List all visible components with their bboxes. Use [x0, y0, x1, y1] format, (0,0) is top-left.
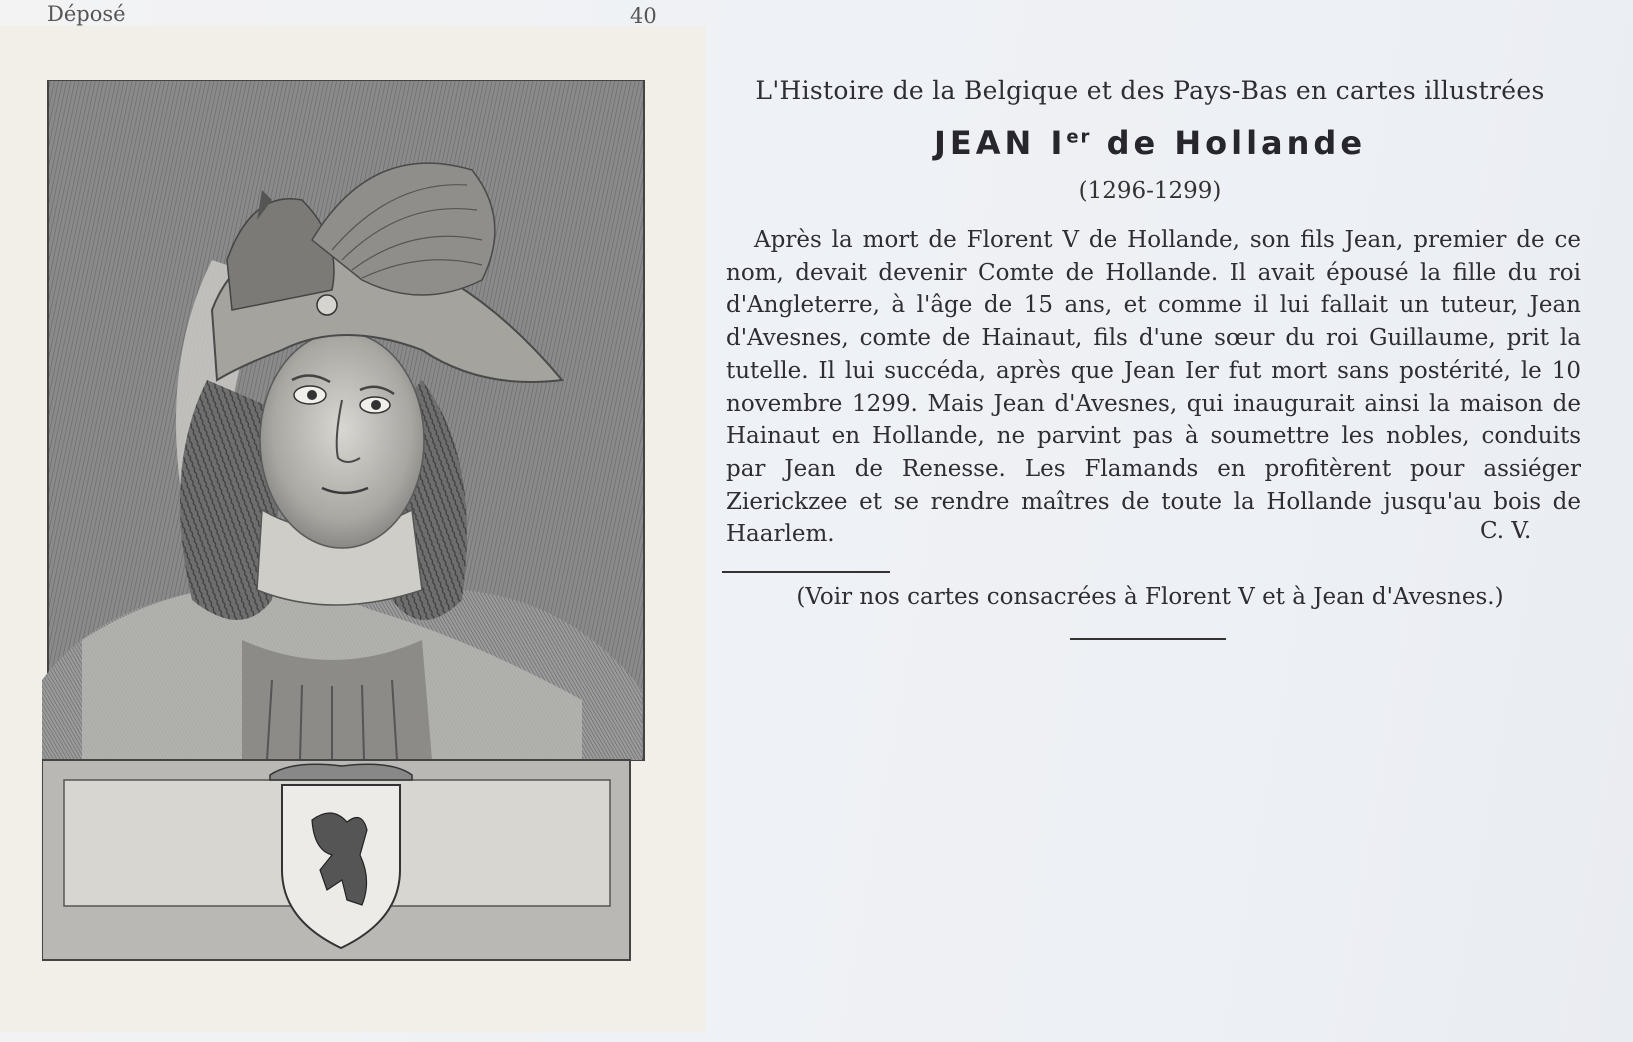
biography-text: Après la mort de Florent V de Hollande, son fils Jean, premier de ce nom, devait devenir Comte de Hollande. Il avait épousé la fille du roi d'Angleterre, à l'âge de 15 ans, et comme il lui fallait un tuteur, Jean d'Avesnes, comte de Hainaut, fils d'une sœur du roi Guillaume, prit la tutelle. Il lui succéda, après que Jean Ier fut mort sans postérité, le 10 novembre 1299. Mais Jean d'Avesnes, qui inaugurait ainsi la maison de Hainaut en Hollande, ne parvint pas à soumettre les nobles, conduits par Jean de Renesse. Les Flamands en profitèrent pour assiéger Zierickzee et se rendre maîtres de toute la Hollande jusqu'au bois de Haarlem. [726, 227, 1581, 548]
series-title: L'Histoire de la Belgique et des Pays-Bas en cartes illustrées [755, 76, 1545, 105]
depose-label: Déposé [47, 2, 126, 26]
title-name-part2: de Hollande [1091, 124, 1367, 162]
title-superscript: er [1066, 126, 1092, 148]
see-also-note: (Voir nos cartes consacrées à Florent V et à Jean d'Avesnes.) [796, 584, 1504, 610]
portrait-engraving [42, 80, 656, 974]
card-number: 40 [630, 4, 657, 28]
author-signature: C. V. [1480, 518, 1532, 544]
divider-rule-center [1070, 638, 1226, 640]
divider-rule [722, 571, 890, 573]
reign-dates: (1296-1299) [1078, 178, 1222, 204]
card-title [720, 124, 1580, 162]
title-name-part1: JEAN I [933, 124, 1067, 162]
